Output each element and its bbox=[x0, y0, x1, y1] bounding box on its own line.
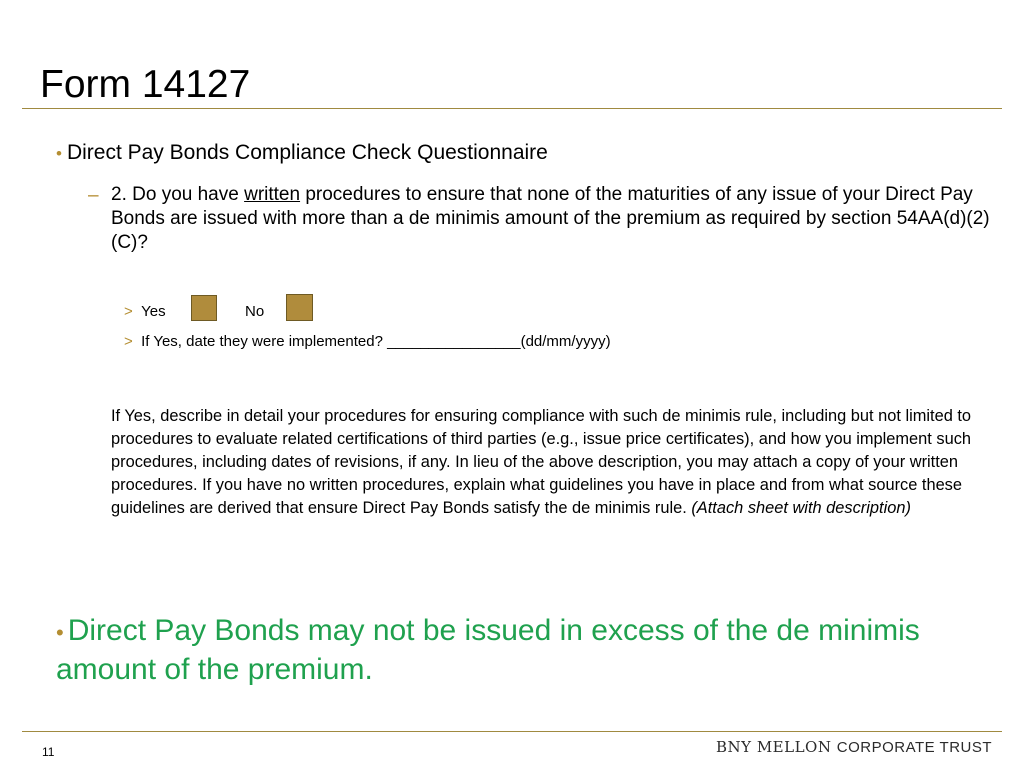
description-paragraph bbox=[111, 405, 979, 520]
arrow-icon: > bbox=[124, 303, 133, 320]
logo-part-1: BNY MELLON bbox=[716, 738, 832, 756]
date-implemented-prompt bbox=[124, 332, 611, 352]
arrow-icon: > bbox=[124, 333, 133, 350]
yes-label: Yes bbox=[141, 303, 166, 320]
bullet-icon: • bbox=[56, 144, 62, 163]
question-text bbox=[111, 183, 991, 255]
bullet-text: Direct Pay Bonds Compliance Check Questionnaire bbox=[66, 141, 548, 164]
header-divider bbox=[22, 108, 1002, 109]
bullet-item-conclusion bbox=[56, 612, 956, 688]
footer-divider bbox=[22, 731, 1002, 732]
dash-icon: – bbox=[88, 185, 99, 206]
company-logo bbox=[716, 738, 992, 756]
question-underlined-word: written bbox=[244, 184, 301, 205]
bullet-icon: • bbox=[56, 620, 64, 645]
question-prefix: 2. Do you have bbox=[111, 184, 245, 205]
yes-option bbox=[124, 302, 166, 322]
no-label: No bbox=[245, 303, 265, 320]
description-attach-note: (Attach sheet with description) bbox=[691, 499, 911, 517]
yes-checkbox[interactable] bbox=[191, 295, 217, 321]
page-number: 11 bbox=[42, 745, 55, 759]
no-checkbox[interactable] bbox=[286, 294, 313, 321]
page-title: Form 14127 bbox=[40, 63, 251, 106]
conclusion-text: Direct Pay Bonds may not be issued in excess of the de minimis amount of the premium. bbox=[56, 614, 920, 686]
description-text: If Yes, describe in detail your procedures for ensuring compliance with such de minimis rule, including but not limited to procedures to evaluate related certifications of third parties (e.g., issue price certificates), and how you implement such procedures, including dates of revisions, if any. In lieu of the above description, you may attach a copy of your written procedures. If you have no written procedures, explain what guidelines you have in place and from what source these guidelines are derived that ensure Direct Pay Bonds satisfy the de minimis rule. bbox=[111, 407, 972, 517]
logo-part-2: CORPORATE TRUST bbox=[836, 739, 993, 756]
question-suffix: procedures to ensure that none of the maturities of any issue of your Direct Pay Bonds are issued with more than a de minimis amount of the premium as required by section 54AA(d)(2)(C)? bbox=[111, 184, 990, 253]
bullet-item-questionnaire bbox=[56, 140, 548, 167]
date-prompt-text: If Yes, date they were implemented? ________________(dd/mm/yyyy) bbox=[141, 333, 611, 350]
